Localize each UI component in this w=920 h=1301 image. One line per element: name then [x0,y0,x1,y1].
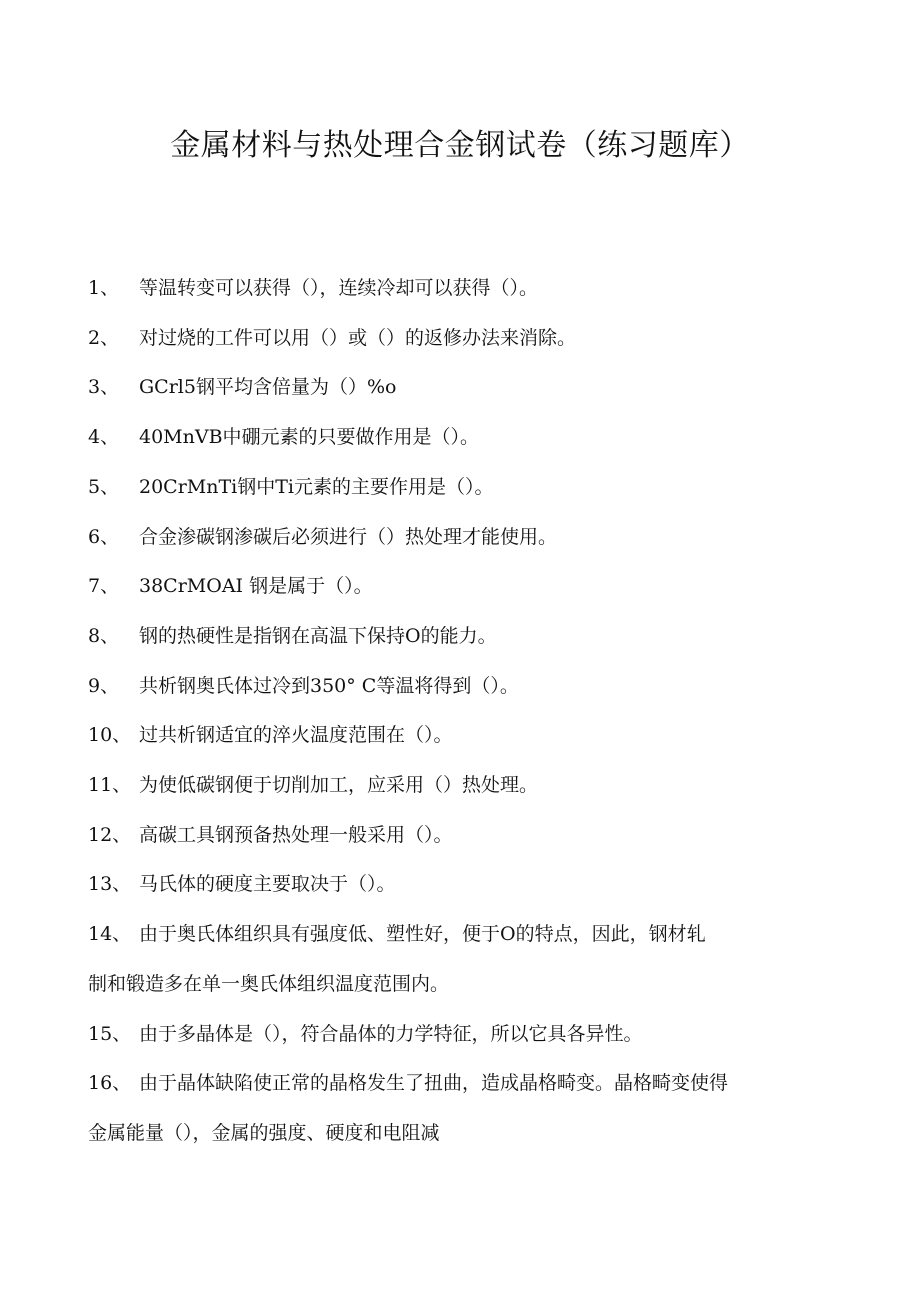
question-text: 由于多晶体是（），符合晶体的力学特征，所以它具各异性。 [139,1022,643,1045]
question-number: 8、 [88,624,120,647]
question-number: 5、 [88,475,120,498]
question-text: 40MnVB中硼元素的只要做作用是（）。 [139,426,480,449]
question-item [88,1010,828,1060]
question-text: 钢的热硬性是指钢在高温下保持O的能力。 [139,624,497,647]
question-text: GCrl5钢平均含倍量为（）%o [139,376,397,399]
question-text: 共析钢奥氏体过冷到350° C等温将得到（）。 [139,674,519,697]
question-item [88,662,828,712]
document-title: 金属材料与热处理合金钢试卷（练习题库） [170,128,750,163]
question-number: 3、 [88,376,120,399]
question-text: 由于晶体缺陷使正常的晶格发生了扭曲，造成晶格畸变。晶格畸变使得 [139,1072,729,1095]
question-continuation: 金属能量（），金属的强度、硬度和电阻减 [88,1121,440,1144]
question-text: 等温转变可以获得（），连续冷却可以获得（）。 [139,277,539,299]
question-item [88,761,828,811]
question-item [88,463,828,513]
question-number: 9、 [88,674,120,697]
question-number: 14、 [88,923,132,946]
question-text: 由于奥氏体组织具有强度低、塑性好，便于O的特点，因此，钢材轧 [139,923,706,946]
question-number: 6、 [88,525,120,548]
question-number: 2、 [88,326,120,349]
question-number: 10、 [88,724,132,747]
question-item [88,513,828,563]
question-list [88,264,828,1159]
question-text: 高碳工具钢预备热处理一般采用（）。 [139,823,453,846]
question-number: 4、 [88,426,120,449]
question-number: 7、 [88,575,120,598]
question-item [88,1059,828,1109]
question-item [88,413,828,463]
question-number: 12、 [88,823,132,846]
question-item [88,910,828,960]
question-item [88,811,828,861]
question-text: 38CrMOAI 钢是属于（）。 [139,575,373,598]
question-item [88,612,828,662]
question-item [88,860,828,910]
question-text: 20CrMnTi钢中Ti元素的主要作用是（）。 [139,475,494,498]
question-number: 1、 [88,277,120,299]
question-item [88,711,828,761]
question-item [88,264,828,314]
question-text: 对过烧的工件可以用（）或（）的返修办法来消除。 [139,326,577,349]
question-text: 马氏体的硬度主要取决于（）。 [139,873,396,896]
question-continuation: 制和锻造多在单一奥氏体组织温度范围内。 [88,972,450,995]
question-number: 11、 [88,774,132,797]
question-text: 为使低碳钢便于切削加工，应采用（）热处理。 [139,774,539,797]
question-item [88,562,828,612]
question-text: 合金渗碳钢渗碳后必须进行（）热处理才能使用。 [139,525,558,548]
question-number: 13、 [88,873,132,896]
question-number: 16、 [88,1072,132,1095]
question-item [88,314,828,364]
question-text: 过共析钢适宜的淬火温度范围在（）。 [139,724,453,747]
question-item [88,363,828,413]
question-number: 15、 [88,1022,132,1045]
